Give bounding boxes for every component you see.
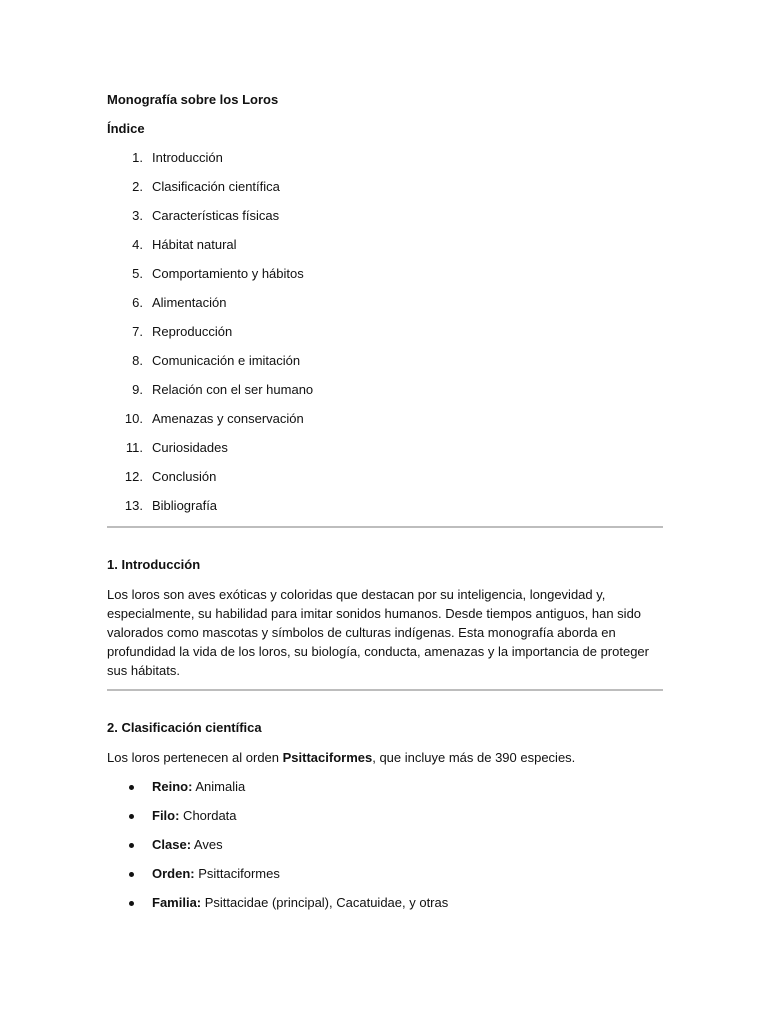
toc-item [107, 322, 663, 351]
taxonomy-value: Aves [191, 837, 223, 852]
taxonomy-key: Filo: [152, 808, 180, 823]
toc-item-label: Conclusión [152, 469, 217, 484]
classification-lead-text: Los loros pertenecen al orden [107, 750, 283, 765]
taxonomy-entry [152, 864, 280, 893]
taxonomy-value: Psittaciformes [194, 866, 280, 881]
toc-item-number: 9. [132, 382, 143, 397]
toc-item-label: Reproducción [152, 324, 233, 339]
taxonomy-entry [152, 806, 237, 835]
toc-item-label: Clasificación científica [152, 179, 280, 194]
toc-item-label: Introducción [152, 150, 223, 165]
bullet-icon [107, 864, 152, 893]
section-divider [107, 689, 663, 691]
toc-item-number: 7. [132, 324, 143, 339]
bullet-icon [107, 835, 152, 864]
toc-item-number: 2. [132, 179, 143, 194]
toc-item-label: Comportamiento y hábitos [152, 266, 304, 281]
toc-item-label: Curiosidades [152, 440, 228, 455]
toc-item-label: Características físicas [152, 208, 280, 223]
toc-item [107, 264, 663, 293]
toc-item [107, 206, 663, 235]
toc-item-number: 13. [124, 498, 143, 513]
toc-item [107, 177, 663, 206]
toc-item [107, 409, 663, 438]
toc-item [107, 496, 663, 525]
toc-item-label: Amenazas y conservación [152, 411, 304, 426]
toc-item [107, 380, 663, 409]
classification-lead-tail: , que incluye más de 390 especies. [372, 750, 576, 765]
toc-item [107, 438, 663, 467]
toc-item-number: 6. [132, 295, 143, 310]
toc-item [107, 351, 663, 380]
toc-item-number: 10. [124, 411, 143, 426]
taxonomy-key: Reino: [152, 779, 193, 794]
toc-item-number: 4. [132, 237, 143, 252]
document-title: Monografía sobre los Loros [107, 92, 279, 107]
document-content [107, 90, 663, 922]
toc-item-number: 12. [124, 469, 143, 484]
taxonomy-item [107, 893, 663, 922]
taxonomy-key: Orden: [152, 866, 195, 881]
taxonomy-entry [152, 777, 245, 806]
classification-heading: 2. Clasificación científica [107, 720, 262, 735]
toc-item-label: Alimentación [152, 295, 227, 310]
toc-item [107, 467, 663, 496]
toc-item-number: 8. [132, 353, 143, 368]
taxonomy-value: Animalia [192, 779, 246, 794]
taxonomy-key: Familia: [152, 895, 202, 910]
toc-item-label: Bibliografía [152, 498, 218, 513]
index-heading: Índice [107, 121, 145, 136]
bullet-icon [107, 893, 152, 922]
taxonomy-key: Clase: [152, 837, 192, 852]
toc-item-number: 3. [132, 208, 143, 223]
taxonomy-item [107, 806, 663, 835]
toc-item-label: Hábitat natural [152, 237, 237, 252]
bullet-icon [107, 777, 152, 806]
taxonomy-entry [152, 835, 223, 864]
taxonomy-item [107, 835, 663, 864]
toc-item-number: 11. [125, 440, 143, 455]
table-of-contents [107, 148, 663, 525]
section-divider [107, 526, 663, 528]
taxonomy-list [107, 777, 663, 922]
toc-item-label: Relación con el ser humano [152, 382, 314, 397]
intro-paragraph: Los loros son aves exóticas y coloridas que destacan por su inteligencia, longevidad y, especialmente, su habilidad para imitar sonidos humanos. Desde tiempos antiguos, han sido valorados como mascotas y símbolos de culturas indígenas. Esta monografía aborda en profundidad la vida de los loros, su biología, conducta, amenazas y la importancia de proteger sus hábitats. [107, 587, 649, 678]
bullet-icon [107, 806, 152, 835]
toc-item [107, 148, 663, 177]
toc-item-number: 1. [132, 150, 143, 165]
taxonomy-item [107, 864, 663, 893]
taxonomy-entry [152, 893, 448, 922]
taxonomy-value: Chordata [179, 808, 237, 823]
classification-lead [107, 748, 663, 767]
classification-order-name: Psittaciformes [282, 750, 373, 765]
toc-item-label: Comunicación e imitación [152, 353, 301, 368]
toc-item [107, 293, 663, 322]
toc-item-number: 5. [132, 266, 143, 281]
taxonomy-item [107, 777, 663, 806]
intro-heading: 1. Introducción [107, 557, 201, 572]
taxonomy-value: Psittacidae (principal), Cacatuidae, y otras [201, 895, 449, 910]
toc-item [107, 235, 663, 264]
